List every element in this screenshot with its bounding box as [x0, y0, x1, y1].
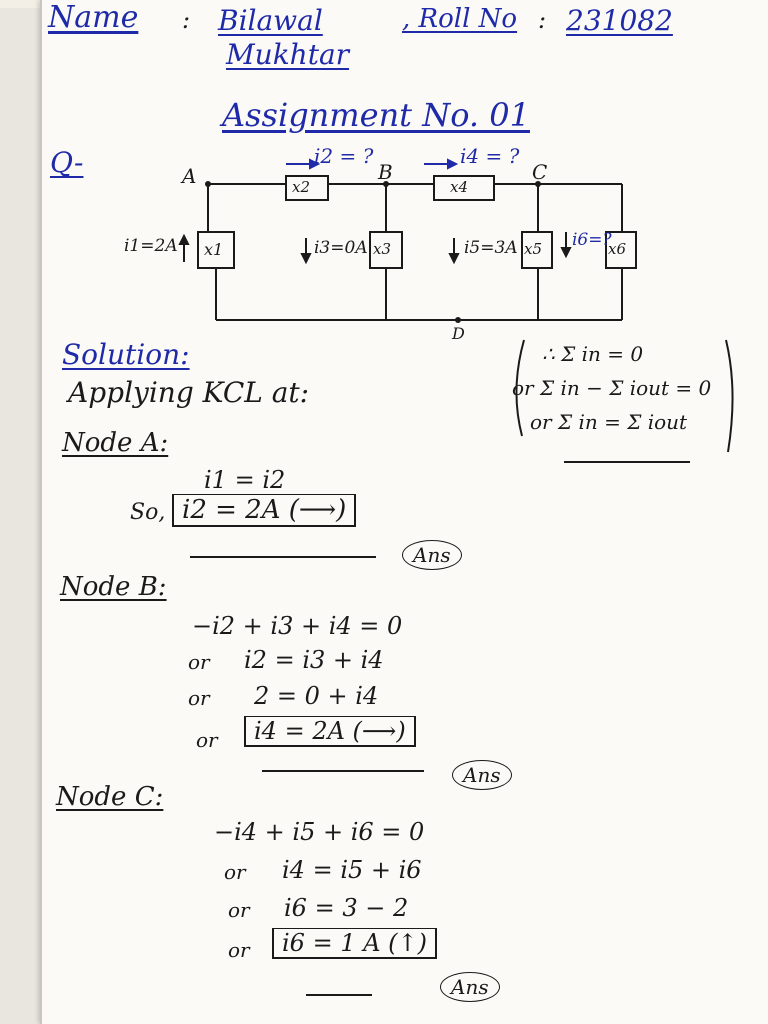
node-b-eq4-prefix: or [196, 728, 218, 752]
i6-label: i6=? [572, 230, 612, 250]
node-b-ans: Ans [452, 760, 512, 790]
node-b-result: i4 = 2A (⟶) [244, 716, 416, 747]
node-a-underline [190, 556, 376, 558]
element-x1-label: x1 [204, 240, 224, 259]
name-label: Name [48, 0, 139, 35]
node-a-so: So, [130, 500, 166, 525]
element-x2-label: x2 [292, 178, 311, 196]
node-c-eq1: −i4 + i5 + i6 = 0 [214, 818, 425, 846]
node-c-underline [306, 994, 372, 996]
node-d-label: D [452, 324, 465, 343]
node-a-label: A [182, 164, 197, 188]
node-a-heading: Node A: [62, 428, 169, 458]
node-b-eq3: 2 = 0 + i4 [254, 682, 379, 710]
node-b-eq1: −i2 + i3 + i4 = 0 [192, 612, 403, 640]
node-c-label: C [532, 160, 548, 184]
node-c-eq3-prefix: or [228, 898, 250, 922]
node-b-heading: Node B: [60, 572, 167, 602]
node-b-eq3-prefix: or [188, 686, 210, 710]
roll-label: , Roll No [402, 4, 518, 34]
roll-colon: : [538, 6, 547, 34]
element-x5-label: x5 [524, 240, 543, 258]
roll-number: 231082 [566, 4, 673, 37]
kcl-line-2: or Σ in − Σ iout = 0 [512, 376, 712, 400]
i5-label: i5=3A [464, 238, 518, 258]
solution-intro: Applying KCL at: [68, 376, 310, 409]
node-c-ans: Ans [440, 972, 500, 1002]
student-last-name: Mukhtar [226, 38, 350, 71]
node-c-result: i6 = 1 A (↑) [272, 928, 437, 959]
element-x4-label: x4 [450, 178, 469, 196]
kcl-line-3: or Σ in = Σ iout [530, 410, 688, 434]
node-b-eq2-prefix: or [188, 650, 210, 674]
node-a-ans: Ans [402, 540, 462, 570]
node-b-underline [262, 770, 424, 772]
i3-label: i3=0A [314, 238, 368, 258]
node-c-eq2: i4 = i5 + i6 [282, 856, 422, 884]
i2-label: i2 = ? [314, 144, 374, 168]
kcl-line-1: ∴ Σ in = 0 [542, 342, 644, 366]
name-colon: : [182, 6, 191, 34]
page-title: Assignment No. 01 [222, 96, 530, 134]
node-c-eq3: i6 = 3 − 2 [284, 894, 409, 922]
solution-heading: Solution: [62, 338, 190, 371]
question-label: Q- [50, 146, 84, 179]
i1-label: i1=2A [124, 236, 178, 256]
node-c-heading: Node C: [56, 782, 164, 812]
node-a-result: i2 = 2A (⟶) [172, 494, 356, 527]
node-b-label: B [378, 160, 393, 184]
i4-label: i4 = ? [460, 144, 520, 168]
element-x3-label: x3 [373, 240, 392, 258]
node-a-eq1: i1 = i2 [204, 466, 286, 494]
node-c-eq2-prefix: or [224, 860, 246, 884]
node-b-eq2: i2 = i3 + i4 [244, 646, 384, 674]
node-c-eq4-prefix: or [228, 938, 250, 962]
element-x6-label: x6 [608, 240, 627, 258]
student-first-name: Bilawal [218, 4, 323, 37]
